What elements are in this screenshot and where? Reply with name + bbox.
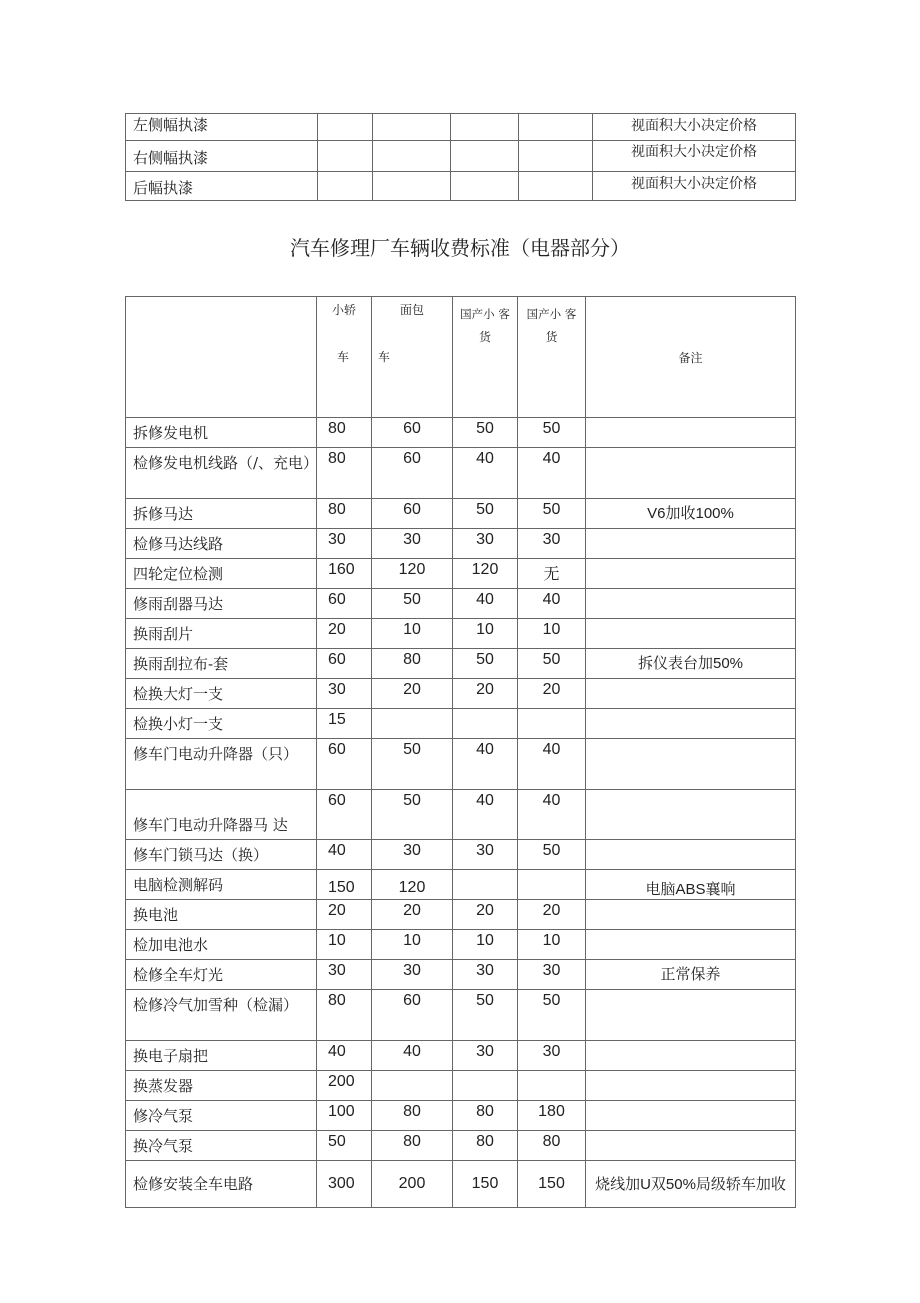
electrical-fee-table xyxy=(125,296,796,1208)
table-row xyxy=(126,900,796,930)
table-row xyxy=(126,619,796,649)
price-cell: 无 xyxy=(518,559,586,589)
price-cell: 60 xyxy=(372,448,453,499)
item-cell: 换电子扇把 xyxy=(126,1041,317,1071)
remark-cell xyxy=(586,900,796,930)
price-cell xyxy=(453,709,518,739)
table-row xyxy=(126,649,796,679)
remark-cell xyxy=(586,709,796,739)
item-cell: 换电池 xyxy=(126,900,317,930)
item-cell: 修雨刮器马达 xyxy=(126,589,317,619)
remark-cell: 视面积大小决定价格 xyxy=(593,172,796,201)
price-cell xyxy=(453,870,518,900)
price-cell: 50 xyxy=(453,990,518,1041)
price-cell: 20 xyxy=(317,619,372,649)
price-cell: 30 xyxy=(518,960,586,990)
item-cell: 检修马达线路 xyxy=(126,529,317,559)
item-cell: 检加电池水 xyxy=(126,930,317,960)
table-row xyxy=(126,990,796,1041)
remark-cell: 视面积大小决定价格 xyxy=(593,141,796,172)
header-item-cell xyxy=(126,297,317,418)
remark-cell xyxy=(586,679,796,709)
page-title: 汽车修理厂车辆收费标准（电器部分） xyxy=(290,236,630,260)
paint-pricing-table xyxy=(125,113,796,201)
item-cell: 电脑检测解码 xyxy=(126,870,317,900)
header-line: 国产小 客 xyxy=(526,307,577,321)
header-line: 小轿 xyxy=(331,303,356,317)
price-cell: 50 xyxy=(518,990,586,1041)
item-cell: 右侧幅执漆 xyxy=(126,141,318,172)
price-cell: 60 xyxy=(317,739,372,790)
price-cell: 30 xyxy=(372,960,453,990)
price-cell: 200 xyxy=(372,1161,453,1208)
price-cell: 40 xyxy=(453,589,518,619)
table-row xyxy=(126,448,796,499)
table-row xyxy=(126,790,796,840)
price-cell: 50 xyxy=(317,1131,372,1161)
remark-cell xyxy=(586,739,796,790)
price-cell xyxy=(518,709,586,739)
price-cell: 40 xyxy=(372,1041,453,1071)
price-cell: 40 xyxy=(317,840,372,870)
remark-cell xyxy=(586,1071,796,1101)
price-cell: 40 xyxy=(453,790,518,840)
price-cell: 50 xyxy=(518,649,586,679)
item-cell: 拆修发电机 xyxy=(126,418,317,448)
price-cell: 10 xyxy=(372,619,453,649)
price-cell: 40 xyxy=(518,739,586,790)
price-cell: 80 xyxy=(317,418,372,448)
price-cell: 20 xyxy=(453,679,518,709)
price-cell: 60 xyxy=(317,790,372,840)
remark-cell xyxy=(586,1131,796,1161)
price-cell xyxy=(372,1071,453,1101)
price-cell xyxy=(453,1071,518,1101)
price-cell: 80 xyxy=(372,649,453,679)
remark-cell xyxy=(586,930,796,960)
table-row xyxy=(126,172,796,201)
price-cell: 150 xyxy=(453,1161,518,1208)
price-cell: 30 xyxy=(453,960,518,990)
price-cell: 10 xyxy=(372,930,453,960)
table-row xyxy=(126,870,796,900)
price-cell: 50 xyxy=(453,649,518,679)
table-row xyxy=(126,960,796,990)
header-domestic-1 xyxy=(453,297,518,418)
table-row xyxy=(126,418,796,448)
item-cell: 检修全车灯光 xyxy=(126,960,317,990)
remark-cell xyxy=(586,589,796,619)
price-cell: 80 xyxy=(372,1101,453,1131)
item-cell: 检换小灯一支 xyxy=(126,709,317,739)
remark-cell xyxy=(586,990,796,1041)
remark-cell: 拆仪表台加50% xyxy=(586,649,796,679)
price-cell: 30 xyxy=(518,1041,586,1071)
remark-cell: V6加收100% xyxy=(586,499,796,529)
item-cell: 换雨刮拉布-套 xyxy=(126,649,317,679)
price-cell: 180 xyxy=(518,1101,586,1131)
remark-cell xyxy=(586,1101,796,1131)
table-row xyxy=(126,1101,796,1131)
table-row xyxy=(126,141,796,172)
price-cell: 50 xyxy=(518,499,586,529)
price-cell: 100 xyxy=(317,1101,372,1131)
item-cell: 检修冷气加雪种（检漏） xyxy=(126,990,317,1041)
price-cell: 20 xyxy=(453,900,518,930)
price-cell: 30 xyxy=(317,679,372,709)
price-cell: 60 xyxy=(372,990,453,1041)
item-cell: 左侧幅执漆 xyxy=(126,114,318,141)
price-cell: 60 xyxy=(317,589,372,619)
header-line: 车 xyxy=(378,350,391,364)
price-cell: 10 xyxy=(518,619,586,649)
price-cell: 80 xyxy=(317,448,372,499)
table-row xyxy=(126,679,796,709)
price-cell: 50 xyxy=(518,418,586,448)
price-cell: 20 xyxy=(518,679,586,709)
price-cell: 10 xyxy=(453,619,518,649)
table-row xyxy=(126,1041,796,1071)
price-cell: 150 xyxy=(317,870,372,900)
price-cell: 60 xyxy=(372,499,453,529)
item-cell: 拆修马达 xyxy=(126,499,317,529)
item-cell: 修车门电动升降器（只） xyxy=(126,739,317,790)
price-cell: 80 xyxy=(317,499,372,529)
price-cell: 30 xyxy=(317,529,372,559)
price-cell: 150 xyxy=(518,1161,586,1208)
header-domestic-2 xyxy=(518,297,586,418)
price-cell: 40 xyxy=(453,739,518,790)
remark-cell xyxy=(586,1041,796,1071)
price-cell: 120 xyxy=(372,870,453,900)
table-row xyxy=(126,739,796,790)
table-row xyxy=(126,709,796,739)
price-cell: 60 xyxy=(372,418,453,448)
price-cell: 40 xyxy=(518,589,586,619)
item-cell: 检换大灯一支 xyxy=(126,679,317,709)
header-line: 面包 xyxy=(399,303,424,317)
price-cell: 50 xyxy=(453,418,518,448)
price-cell: 200 xyxy=(317,1071,372,1101)
remark-cell xyxy=(586,559,796,589)
header-sedan xyxy=(317,297,372,418)
price-cell: 30 xyxy=(453,529,518,559)
item-cell: 修车门电动升降器马 达 xyxy=(126,790,317,840)
price-cell: 10 xyxy=(453,930,518,960)
price-cell: 120 xyxy=(372,559,453,589)
item-cell: 四轮定位检测 xyxy=(126,559,317,589)
price-cell: 50 xyxy=(518,840,586,870)
item-cell: 修冷气泵 xyxy=(126,1101,317,1131)
header-remark: 备注 xyxy=(586,297,796,418)
item-cell: 后幅执漆 xyxy=(126,172,318,201)
remark-cell xyxy=(586,529,796,559)
remark-cell xyxy=(586,448,796,499)
table-row xyxy=(126,930,796,960)
price-cell xyxy=(518,1071,586,1101)
table-row xyxy=(126,1131,796,1161)
item-cell: 换蒸发器 xyxy=(126,1071,317,1101)
item-cell: 检修发电机线路（/、充电） xyxy=(126,448,317,499)
table-row xyxy=(126,1161,796,1208)
price-cell: 30 xyxy=(372,840,453,870)
price-cell: 40 xyxy=(453,448,518,499)
price-cell: 30 xyxy=(453,840,518,870)
price-cell: 80 xyxy=(453,1101,518,1131)
price-cell xyxy=(518,870,586,900)
price-cell: 80 xyxy=(317,990,372,1041)
header-van xyxy=(372,297,453,418)
remark-cell xyxy=(586,619,796,649)
table-row xyxy=(126,499,796,529)
price-cell: 50 xyxy=(372,589,453,619)
header-line: 车 xyxy=(337,350,350,364)
price-cell: 10 xyxy=(518,930,586,960)
price-cell: 10 xyxy=(317,930,372,960)
price-cell: 80 xyxy=(518,1131,586,1161)
item-cell: 修车门锁马达（换） xyxy=(126,840,317,870)
price-cell: 30 xyxy=(372,529,453,559)
remark-cell xyxy=(586,790,796,840)
price-cell: 80 xyxy=(372,1131,453,1161)
price-cell: 20 xyxy=(518,900,586,930)
price-cell xyxy=(372,709,453,739)
item-cell: 换冷气泵 xyxy=(126,1131,317,1161)
price-cell: 50 xyxy=(372,739,453,790)
price-cell: 50 xyxy=(453,499,518,529)
price-cell: 80 xyxy=(453,1131,518,1161)
table-row xyxy=(126,559,796,589)
price-cell: 30 xyxy=(317,960,372,990)
header-line: 货 xyxy=(478,330,491,344)
price-cell: 120 xyxy=(453,559,518,589)
price-cell: 30 xyxy=(518,529,586,559)
price-cell: 30 xyxy=(453,1041,518,1071)
table-row xyxy=(126,589,796,619)
header-row xyxy=(126,297,796,418)
price-cell: 50 xyxy=(372,790,453,840)
header-line: 货 xyxy=(545,330,558,344)
remark-cell: 视面积大小决定价格 xyxy=(593,114,796,141)
table-row xyxy=(126,1071,796,1101)
price-cell: 40 xyxy=(518,448,586,499)
price-cell: 15 xyxy=(317,709,372,739)
price-cell: 20 xyxy=(317,900,372,930)
price-cell: 20 xyxy=(372,900,453,930)
price-cell: 40 xyxy=(518,790,586,840)
price-cell: 160 xyxy=(317,559,372,589)
remark-cell xyxy=(586,418,796,448)
item-cell: 检修安装全车电路 xyxy=(126,1161,317,1208)
remark-cell xyxy=(586,840,796,870)
price-cell: 20 xyxy=(372,679,453,709)
table-row xyxy=(126,114,796,141)
remark-cell: 烧线加U双50%局级轿车加收 xyxy=(586,1161,796,1208)
price-cell: 300 xyxy=(317,1161,372,1208)
remark-cell: 正常保养 xyxy=(586,960,796,990)
table-row xyxy=(126,840,796,870)
remark-cell: 电脑ABS襄响 xyxy=(586,870,796,900)
price-cell: 60 xyxy=(317,649,372,679)
price-cell: 40 xyxy=(317,1041,372,1071)
header-line: 国产小 客 xyxy=(460,307,510,321)
table-row xyxy=(126,529,796,559)
item-cell: 换雨刮片 xyxy=(126,619,317,649)
